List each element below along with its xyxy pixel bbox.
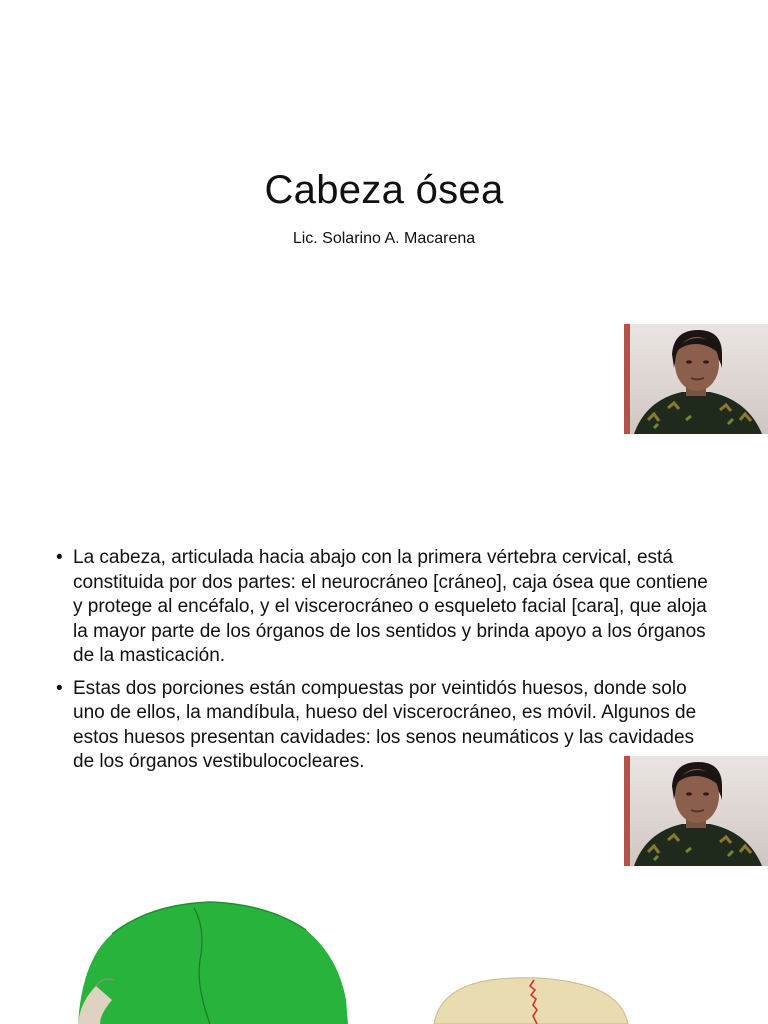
- presenter-webcam-thumbnail: [624, 756, 768, 866]
- bullet-item: [56, 677, 716, 775]
- bullet-glyph: •: [56, 547, 63, 568]
- content-slide: [0, 470, 768, 1024]
- bullet-list: [56, 546, 716, 783]
- title-slide: [0, 0, 768, 470]
- slide-title: Cabeza ósea: [264, 168, 504, 212]
- bullet-text: La cabeza, articulada hacia abajo con la primera vértebra cervical, está constituida por dos partes: el neurocráneo [cráneo], caja ósea que contiene y protege al encéfalo, y el viscerocráneo o esqueleto facial [cara], que aloja la mayor parte de los órganos de los sentidos y brinda apoyo a los órganos de la masticación.: [73, 547, 708, 666]
- presenter-webcam-thumbnail: [624, 324, 768, 434]
- bullet-glyph: •: [56, 677, 63, 699]
- presenter-figure: [624, 756, 768, 866]
- skull-illustration: [0, 890, 768, 1024]
- neurocranium-highlight: [78, 902, 348, 1024]
- presenter-figure: [624, 324, 768, 434]
- bullet-item: [56, 546, 716, 669]
- slide-subtitle: Lic. Solarino A. Macarena: [292, 230, 476, 247]
- bullet-text: Estas dos porciones están compuestas por veintidós huesos, donde solo uno de ellos, la mandíbula, hueso del viscerocráneo, es móvil. Algunos de estos huesos presentan cavidades: los senos neumáticos y las cavidades de los órganos vestibulococleares.: [73, 677, 697, 772]
